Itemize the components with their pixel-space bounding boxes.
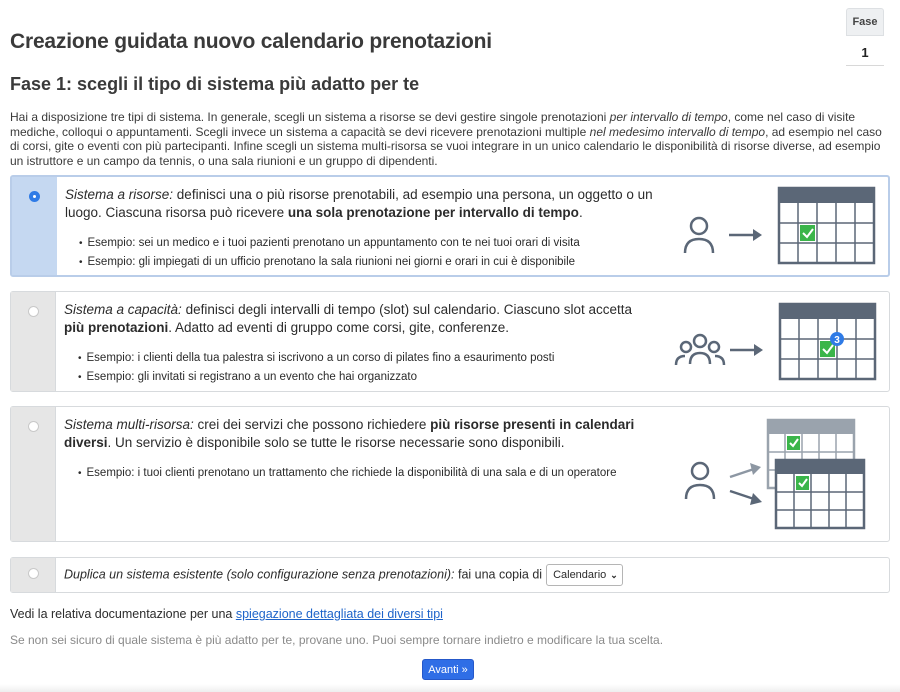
person-icon [686,463,714,499]
count-badge-label: 3 [834,335,840,346]
option-resources[interactable] [10,175,890,277]
radio-capacity[interactable] [28,306,39,317]
arrow-up-right-icon [730,463,761,477]
check-icon [800,225,815,241]
chevron-down-icon: ⌄ [610,570,618,580]
radio-resources[interactable] [29,191,40,202]
option-duplicate[interactable] [10,557,890,593]
capacity-illustration [664,292,879,392]
step-number: 1 [861,45,869,60]
example-item: • Esempio: sei un medico e i tuoi pazienti prenotano un appuntamento con te nei tuoi orari di visita [79,234,876,253]
single-resource-illustration [663,177,878,277]
page-title: Creazione guidata nuovo calendario prenotazioni [10,30,492,53]
person-icon [685,218,713,253]
step-label: Fase [846,8,884,36]
calendar-icon [780,304,875,379]
option-multi-resource-description: Sistema multi-risorsa: crei dei servizi che possono richiedere più risorse presenti in calendari diversi. Un servizio è disponibile solo se tutte le risorse necessarie sono disponibili. [64,417,635,450]
calendar-select[interactable]: Calendario ⌄ [546,564,623,586]
calendar-front-icon [776,460,864,528]
option-capacity-description: Sistema a capacità: definisci degli intervalli di tempo (slot) sul calendario. Ciascuno slot accetta più prenotazioni. Adatto ad eventi di gruppo come corsi, gite, conferenze. [64,302,633,335]
step-subtitle: Fase 1: scegli il tipo di sistema più adatto per te [10,74,420,94]
option-multi-resource[interactable] [10,406,890,542]
option-capacity[interactable] [10,291,890,392]
multi-resource-illustration [664,407,879,541]
documentation-link[interactable]: spiegazione dettagliata dei diversi tipi [235,607,443,621]
next-button[interactable]: Avanti » [422,659,474,680]
example-item: • Esempio: i tuoi clienti prenotano un trattamento che richiede la disponibilità di una sala e di un operatore [78,464,877,483]
option-resources-description: Sistema a risorse: definisci una o più risorse prenotabili, ad esempio una persona, un oggetto o un luogo. Ciascuna risorsa può ricevere una sola prenotazione per intervallo di tempo. [65,187,653,220]
example-item: • Esempio: gli impiegati di un ufficio prenotano la sala riunioni nei giorni e orari in cui è disponibile [79,253,876,272]
option-duplicate-description: Duplica un sistema esistente (solo configurazione senza prenotazioni): fai una copia di Calendario ⌄ [64,564,623,586]
intro-text: Hai a disposizione tre tipi di sistema. In generale, scegli un sistema a risorse se devi gestire singole prenotazioni per intervallo di tempo, come nel caso di visite mediche, colloqui o appuntamenti. Scegli invece un sistema a capacità se devi ricevere prenotazioni multiple nel medesimo intervallo di tempo, ad esempio nel caso di corsi, gite o eventi con più partecipanti. Infine scegli un sistema multi-risorsa se vuoi integrare in un unico calendario le disponibilità di risorse diverse, ad esempio un istruttore e un campo da tennis, o una sala riunioni e un gruppo di dipendenti. [10,110,882,168]
check-icon [787,436,800,450]
documentation-line: Vedi la relativa documentazione per una spiegazione dettagliata dei diversi tipi [10,607,443,621]
arrow-down-right-icon [730,491,762,505]
example-item: • Esempio: gli invitati si registrano a un evento che hai organizzato [78,368,877,387]
help-note: Se non sei sicuro di quale sistema è più adatto per te, provane uno. Puoi sempre tornare indietro e modificare la tua scelta. [10,633,664,647]
check-icon [796,476,809,490]
radio-duplicate[interactable] [28,568,39,579]
step-indicator [846,8,884,66]
example-item: • Esempio: i clienti della tua palestra si iscrivono a un corso di pilates fino a esaurimento posti [78,349,877,368]
calendar-icon [779,188,874,263]
arrow-right-icon [729,229,762,241]
radio-multi-resource[interactable] [28,421,39,432]
arrow-right-icon [730,344,763,356]
group-icon [676,335,724,365]
